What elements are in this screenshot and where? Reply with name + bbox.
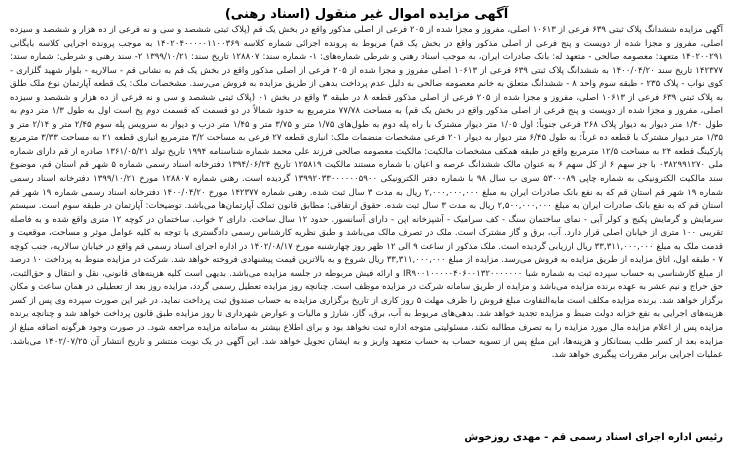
auction-notice [4, 4, 729, 448]
notice-body: آگهی مزایده ششدانگ پلاک ثبتی ۶۳۹ فرعی از ۱۰۶۱۳ اصلی، مفروز و مجزا شده از ۲۰۵ فرعی از اصلی مذکور واقع در بخش یک قم (پلاک ثبتی ششصد و سی و نه فرعی از ده هزار و ششصد و سیزده اصلی، مفروز و مجزا شده از دویست و پنج فرعی از اصلی مذکور واقع در بخش یک قم) مربوط به پرونده اجرائی شماره کلاسه ۱۴۰۲۰۴۰۰۰۰۰۱۱۰۰۳۶۹ به موجب پرونده اجرایی کلاسه بایگانی ۱۴۰۲۰۰۲۹۱ متعهد: معصومه صالحی - متعهد له: بانک صادرات ایران، به موجب اسناد رهنی و شرطی شماره‌های: ۱- شماره سند: ۱۲۸۸۰۷ تاریخ سند: ۱۳۹۹/۱۰/۲۱ ۲- سند رهنی و شرطی: شماره سند: ۱۴۲۳۷۷ تاریخ سند ۱۴۰۰/۰۴/۲۰ به ششدانگ پلاک ثبتی ۶۳۹ فرعی از ۱۰۶۱۳ اصلی مفروز و مجزا شده از ۲۰۵ فرعی از اصلی مذکور واقع در بخش یک قم به نشانی قم - سالاریه - بلوار شهید گلزاری - کوی نواب - پلاک ۲۳۵ - طبقه سوم واحد ۸ - ششدانگ متعلق به خانم معصومه صالحی به دلیل عدم پرداخت بدهی از طریق مزایده به فروش می‌رسد. مشخصات ملک: یک قطعه آپارتمان نوع ملک طلق به پلاک ثبتی ۶۳۹ فرعی از ۱۰۶۱۳ اصلی، مفروز و مجزا شده از ۲۰۵ فرعی از اصلی مذکور قطعه ۸ در طبقه ۳ واقع در بخش ۰۱ (پلاک ثبتی ششصد و سی و نه فرعی از ده هزار و ششصد و سیزده اصلی، مفروز و مجزا شده از دویست و پنج فرعی از اصلی مذکور واقع در بخش یک قم) به مساحت ۷۷/۷۸ مترمربع به حدود شمالاً در دو قسمت که قسمت دوم پخ است اول به طول ۱/۳ متر دوم به طول ۱/۴۰ متر دیوار به دیوار پلاک ۲۶۸ فرعی جنوباً: اول ۱/۰۵ متر دیوار مشترک با راه پله دوم به طول‌های ۱/۷۵ متر و ۳/۷۵ متر و ۱/۴۵ متر درب و دیوار به سرویس پله سوم ۲/۴۵ متر و ۲/۱۴ متر و ۱/۳۵ متر دیوار مشترک با قطعه ده غرباً: به طول ۶/۴۵ متر دیوار به دیوار ۲۰۱ فرعی مشخصات منضمات ملک: انباری قطعه ۲۷ فرعی به مساحت ۳/۲ مترمربع انباری قطعه ۲۱ به مساحت ۳/۳۳ مترمربع پارکینگ قطعه ۲۴ به مساحت ۱۲/۵ مترمربع واقع در طبقه همکف مشخصات مالکیت: مالکیت معصومه صالحی فرزند علی محمد شماره شناسنامه ۱۹۹۴ تاریخ تولد ۱۳۶۱/۰۵/۲۱ صادره از قم دارای شماره ملی ۰۳۸۲۹۹۱۲۷۰ با جز سهم ۶ از کل سهم ۶ به عنوان مالک ششدانگ عرصه و اعیان با شماره مستند مالکیت ۱۲۵۸۱۹ تاریخ ۱۳۹۴/۰۶/۲۴ دفترخانه اسناد رسمی شماره ۵ شهر قم استان قم، موضوع سند مالکیت الکترونیکی به شماره چاپی ۵۳۰۰۰۸۹ سری ب سال ۹۸ با شماره دفتر الکترونیکی ۱۳۹۹۲۰۳۳۰۰۰۰۰۰۵۹۰۰ گردیده است. رهنی شماره ۱۲۸۸۰۷ مورخ ۱۳۹۹/۱۰/۲۱ دفترخانه اسناد رسمی شماره ۱۹ شهر قم استان قم که به نفع بانک صادرات ایران به مبلغ ۲,۰۰۰,۰۰۰,۰۰۰ ریال به مدت ۳ سال ثبت شده. رهنی شماره ۱۴۲۳۷۷ مورخ ۱۴۰۰/۰۴/۲۰ دفترخانه اسناد رسمی شماره ۱۹ شهر قم استان قم که به نفع بانک صادرات ایران به مبلغ ۲,۵۰۰,۰۰۰,۰۰۰ ریال به مدت ۳ سال ثبت شده. حقوق ارتفاقی: مطابق قانون تملک آپارتمان‌ها می‌باشد. توضیحات: آپارتمان در طبقه سوم است. سیستم سرمایش و گرمایش پکیج و کولر آبی - نمای ساختمان سنگ - کف سرامیک - آشپزخانه اپن - دارای آسانسور. حدود ۱۲ سال ساخت. دارای ۲ خواب. ساختمان در کوچه ۱۲ متری واقع شده و به فاصله تقریبی ۱۰۰ متری از خیابان اصلی قرار دارد. آب، برق و گاز مشترک است. ملک در تصرف مالک می‌باشد و طبق نظریه کارشناس رسمی دادگستری با توجه به کلیه عوامل موثر و مساحت، موقعیت و قدمت ملک به مبلغ ۳۳,۳۱۱,۰۰۰,۰۰۰ ریال ارزیابی گردیده است. ملک مذکور از ساعت ۹ الی ۱۲ ظهر روز چهارشنبه مورخ ۱۴۰۲/۰۸/۱۷ در اداره اجرای اسناد رسمی قم واقع در خیابان سالاریه، جنب کوچه ۷ - طبقه اول، اتاق مزایده از طریق مزایده به فروش می‌رسد. مزایده از مبلغ ۳۳,۳۱۱,۰۰۰,۰۰۰ ریال شروع و به بالاترین قیمت پیشنهادی فروخته خواهد شد. شرکت در مزایده منوط به پرداخت ۱۰ درصد از مبلغ کارشناسی به حساب سپرده ثبت به شماره شبا IR۹۰۰۱۰۰۰۰۰۴۰۶۰۰۱۳۲۰۰۰۰۰۰۰ و ارائه فیش مربوطه در جلسه مزایده می‌باشد. بدیهی است کلیه هزینه‌های قانونی، نقل و انتقال و حق‌الثبت، حق حراج و نیم عشر به عهده برنده مزایده می‌باشد و مزایده از طریق سامانه شرکت در مزایده موظف است. چنانچه روز مزایده تعطیل رسمی گردد، مزایده روز بعد از تعطیلی در همان ساعت و مکان برگزار خواهد شد. برنده مزایده مکلف است مابه‌التفاوت مبلغ فروش را ظرف مهلت ۵ روز کاری از تاریخ برگزاری مزایده به حساب صندوق ثبت پرداخت نماید، در غیر این صورت سپرده وی پس از کسر هزینه‌های اجرایی به نفع خزانه دولت ضبط و مزایده تجدید خواهد شد. بدهی‌های مربوط به آب، برق، گاز، شارژ و مالیات و عوارض شهرداری تا روز مزایده طبق قانون پرداخت خواهد شد و چنانچه برنده مزایده پس از اعلام مزایده مال مورد مزایده را به تصرف مطالبه نکند، مسئولیتی متوجه اداره ثبت نخواهد بود و برای اطلاع بیشتر به سامانه مزایده مراجعه شود. در صورت وجود هرگونه اضافه مبلغ از مزایده بعد از کسر طلب بستانکار و هزینه‌ها، این مبلغ پس از تسویه حساب به حساب متعهد واریز و به ایشان تحویل خواهد شد. این آگهی در یک نوبت منتشر و تاریخ انتشار آن ۱۴۰۲/۰۷/۲۵ می‌باشد. عملیات اجرایی برابر مقررات پیگیری خواهد شد. [10, 25, 724, 361]
notice-title: آگهی مزایده اموال غیر منقول (اسناد رهنی) [224, 7, 509, 22]
notice-signature: رئیس اداره اجرای اسناد رسمی قم - مهدی روزخوش [464, 432, 723, 443]
